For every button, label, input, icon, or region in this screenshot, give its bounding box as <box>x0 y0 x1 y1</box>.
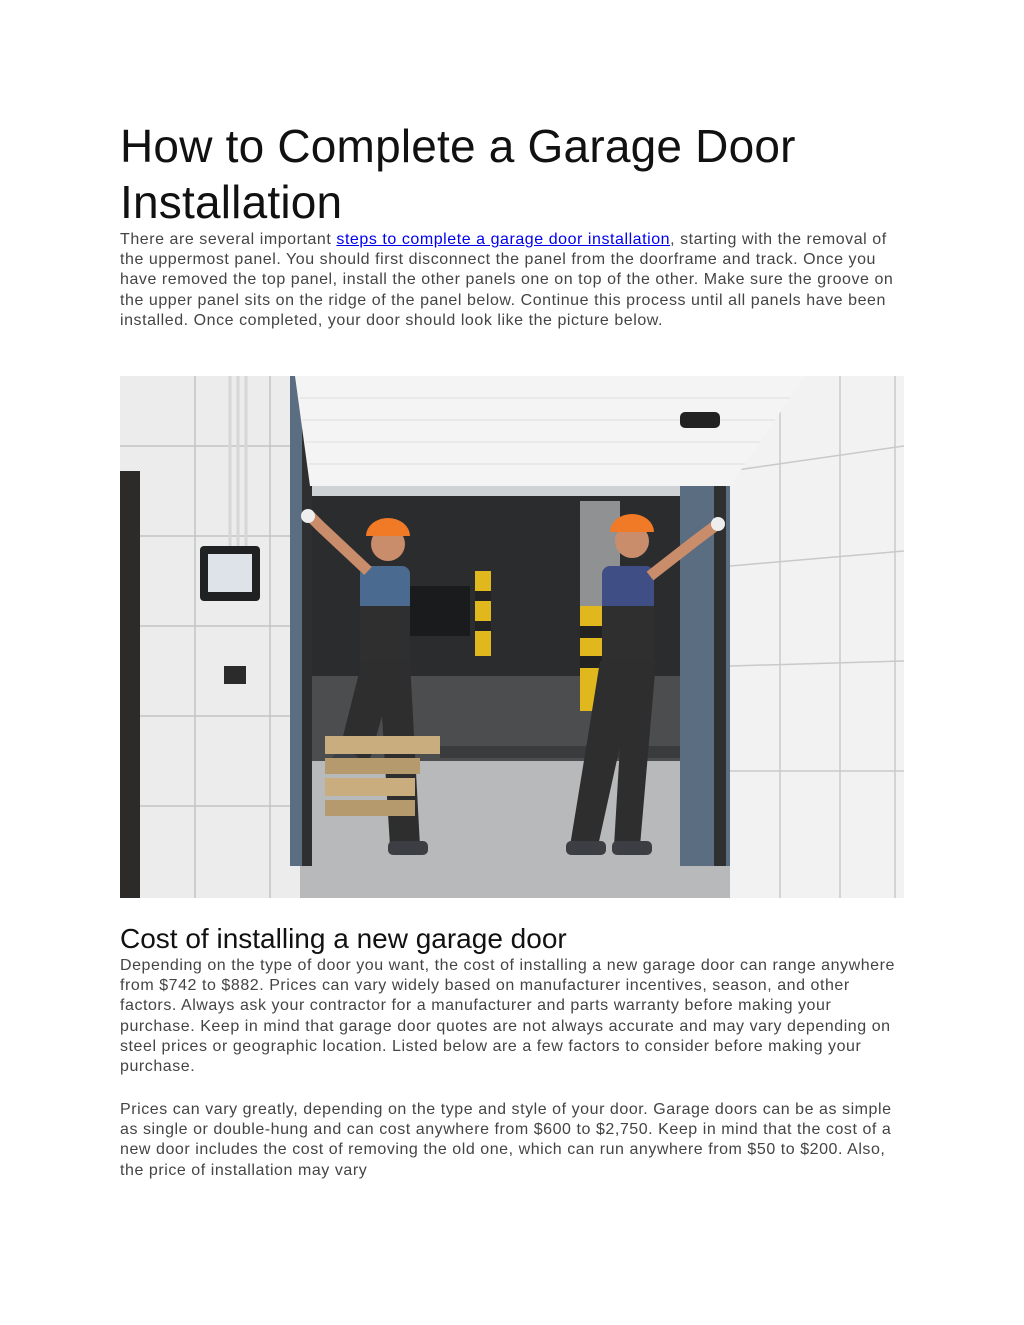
intro-paragraph <box>120 230 904 331</box>
intro-text-start: There are several important <box>120 231 337 248</box>
page-title: How to Complete a Garage Door Installation <box>120 120 796 228</box>
cost-paragraph-1: Depending on the type of door you want, the cost of installing a new garage door can range anywhere from $742 to $882. Prices can vary widely based on manufacturer incentives, season, and other factors. Always ask your contractor for a manufacturer and parts warranty before making your purchase. Keep in mind that garage door quotes are not always accurate and may vary depending on steel prices or geographic location. Listed below are a few factors to consider before making your purchase. <box>120 957 895 1076</box>
section-heading: Cost of installing a new garage door <box>120 923 567 954</box>
cost-paragraph-2: Prices can vary greatly, depending on the type and style of your door. Garage doors can be as simple as single or double-hung and can cost anywhere from $600 to $2,750. Keep in mind that the cost of a new door includes the cost of removing the old one, which can run anywhere from $50 to $200. Also, the price of installation may vary <box>120 1101 892 1179</box>
installation-steps-link[interactable]: steps to complete a garage door installation <box>336 231 671 248</box>
intro-text-end: , starting with the removal of the uppermost panel. You should first disconnect the panel from the doorframe and track. Once you have removed the top panel, install the other panels one on top of the other. Make sure the groove on the upper panel sits on the ridge of the panel below. Continue this process until all panels have been installed. Once completed, your door should look like the picture below. <box>120 231 894 329</box>
garage-door-installation-photo <box>120 376 904 898</box>
article <box>120 118 904 1179</box>
